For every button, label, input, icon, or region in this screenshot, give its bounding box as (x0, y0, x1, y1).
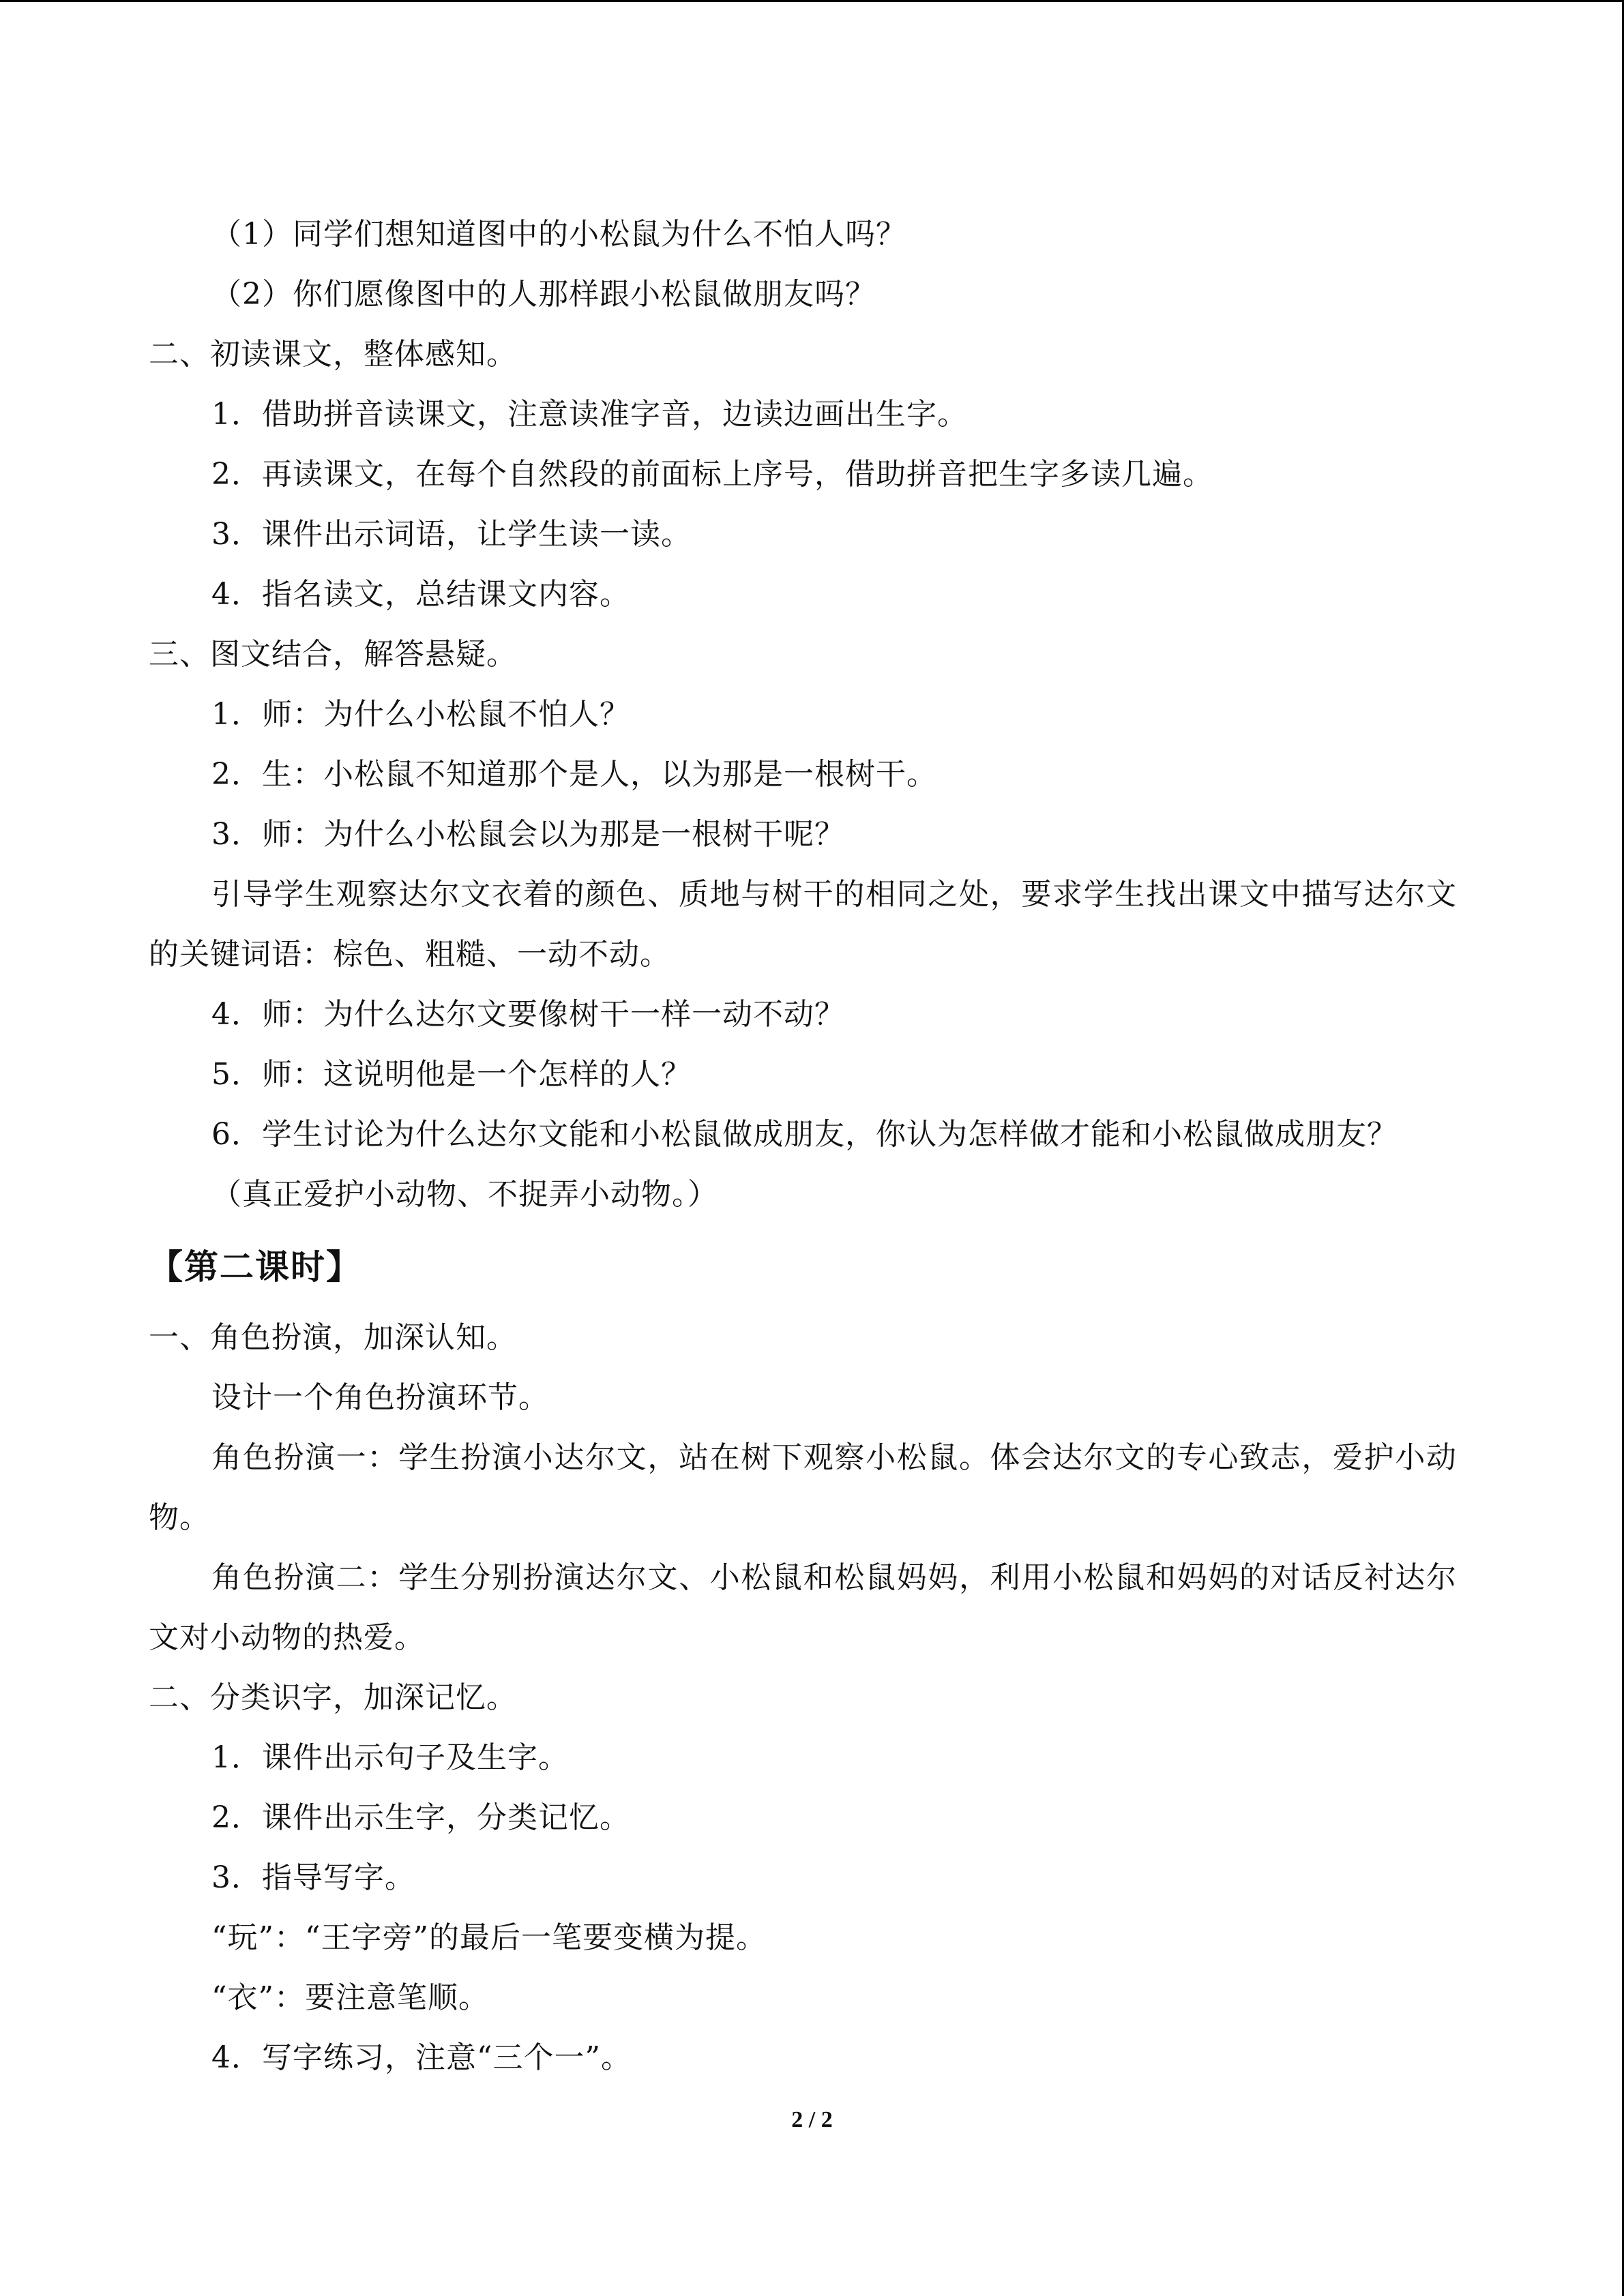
writing-tip: “玩”：“王字旁”的最后一笔要变横为提。 (211, 1920, 767, 1955)
list-item: 1．师：为什么小松鼠不怕人？ (211, 697, 630, 732)
section-title: 三、图文结合，解答悬疑。 (149, 637, 517, 672)
list-item: 2．再读课文，在每个自然段的前面标上序号，借助拼音把生字多读几遍。 (211, 457, 1213, 492)
list-item: 5．师：这说明他是一个怎样的人？ (211, 1057, 692, 1092)
question-1: （1）同学们想知道图中的小松鼠为什么不怕人吗？ (211, 217, 906, 252)
section-intro: 设计一个角色扮演环节。 (211, 1380, 549, 1415)
list-item: 6．学生讨论为什么达尔文能和小松鼠做成朋友，你认为怎样做才能和小松鼠做成朋友？ (211, 1117, 1398, 1152)
writing-tip: “衣”：要注意笔顺。 (211, 1980, 489, 2015)
list-item: 3．课件出示词语，让学生读一读。 (211, 517, 692, 552)
list-item: 1．课件出示句子及生字。 (211, 1740, 569, 1775)
section-title: 一、角色扮演，加深认知。 (149, 1320, 517, 1355)
role-play-paragraph: 角色扮演一：学生扮演小达尔文，站在树下观察小松鼠。体会达尔文的专心致志，爱护小动物。 (149, 1440, 1457, 1535)
list-item: 4．写字练习，注意“三个一”。 (211, 2040, 632, 2075)
document-body (149, 205, 1457, 2088)
lesson-heading: 【第二课时】 (149, 1247, 361, 1287)
list-item: 4．指名读文，总结课文内容。 (211, 577, 630, 612)
guidance-paragraph: 引导学生观察达尔文衣着的颜色、质地与树干的相同之处，要求学生找出课文中描写达尔文的关键词语：棕色、粗糙、一动不动。 (149, 877, 1457, 972)
role-play-paragraph: 角色扮演二：学生分别扮演达尔文、小松鼠和松鼠妈妈，利用小松鼠和妈妈的对话反衬达尔文对小动物的热爱。 (149, 1560, 1457, 1655)
section-title: 二、分类识字，加深记忆。 (149, 1680, 517, 1715)
question-2: （2）你们愿像图中的人那样跟小松鼠做朋友吗？ (211, 277, 876, 312)
section-title: 二、初读课文，整体感知。 (149, 337, 517, 372)
list-item: 4．师：为什么达尔文要像树干一样一动不动？ (211, 997, 845, 1032)
list-item: 2．课件出示生字，分类记忆。 (211, 1800, 630, 1835)
list-item: 3．指导写字。 (211, 1860, 415, 1895)
page-number: 2 / 2 (791, 2107, 833, 2132)
list-item: 1．借助拼音读课文，注意读准字音，边读边画出生字。 (211, 397, 968, 432)
answer-note: （真正爱护小动物、不捉弄小动物。） (211, 1177, 718, 1212)
list-item: 3．师：为什么小松鼠会以为那是一根树干呢？ (211, 817, 845, 852)
list-item: 2．生：小松鼠不知道那个是人，以为那是一根树干。 (211, 757, 937, 792)
